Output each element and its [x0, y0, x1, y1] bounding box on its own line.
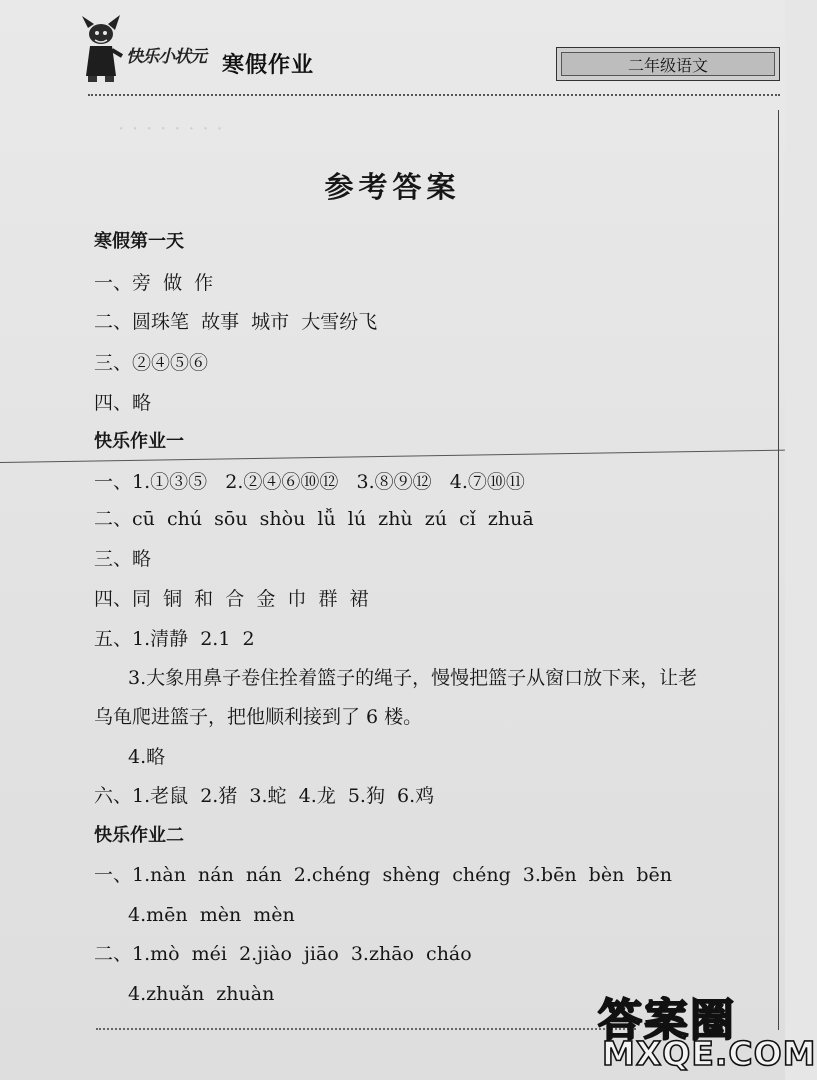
section-heading: 寒假第一天 — [94, 231, 184, 252]
answer-line: 一、旁 做 作 — [94, 272, 214, 294]
answer-line: 二、cū chú sōu shòu lǚ lú zhù zú cǐ zhuā — [94, 508, 534, 530]
page-header — [0, 0, 785, 96]
answer-line: 六、1.老鼠 2.猪 3.蛇 4.龙 5.狗 6.鸡 — [94, 785, 435, 807]
section-heading: 快乐作业二 — [94, 825, 184, 846]
right-margin-rule — [778, 110, 779, 1030]
answer-line: 五、1.清静 2.1 2 — [94, 628, 255, 650]
header-divider — [88, 94, 780, 96]
answer-line: 4.zhuǎn zhuàn — [128, 983, 275, 1005]
answer-line: 一、1.①③⑤ 2.②④⑥⑩⑫ 3.⑧⑨⑫ 4.⑦⑩⑪ — [94, 471, 525, 493]
answer-line: 四、略 — [94, 392, 152, 414]
footer-divider — [96, 1028, 636, 1030]
bleed-through-text: · · · · · · · · — [118, 118, 224, 140]
brand-title: 寒假作业 — [222, 53, 315, 78]
watermark-logo-text: 答案圈 — [598, 995, 736, 1046]
answer-line: 4.略 — [128, 746, 166, 768]
watermark-url: MXQE.COM — [602, 1034, 817, 1073]
mascot-icon — [78, 14, 126, 84]
answer-line: 三、略 — [94, 548, 152, 570]
answer-line: 3.大象用鼻子卷住拴着篮子的绳子，慢慢把篮子从窗口放下来，让老 — [128, 667, 698, 689]
site-watermark — [598, 984, 817, 1078]
answer-line: 乌龟爬进篮子，把他顺利接到了 6 楼。 — [94, 706, 423, 728]
answer-line: 二、1.mò méi 2.jiào jiāo 3.zhāo cháo — [94, 943, 472, 965]
grade-subject-label: 二年级语文 — [627, 56, 708, 75]
section-heading: 快乐作业一 — [94, 431, 184, 452]
answer-line: 二、圆珠笔 故事 城市 大雪纷飞 — [94, 311, 378, 333]
page-title: 参考答案 — [324, 170, 461, 204]
answer-line: 一、1.nàn nán nán 2.chéng shèng chéng 3.bēn bèn bēn — [94, 864, 673, 886]
answer-line: 4.mēn mèn mèn — [128, 904, 295, 926]
grade-subject-box — [556, 47, 780, 81]
brand-script-logo: 快乐小状元 — [126, 47, 206, 67]
answer-line: 四、同 铜 和 合 金 巾 群 裙 — [94, 588, 369, 610]
answer-line: 三、②④⑤⑥ — [94, 352, 209, 374]
